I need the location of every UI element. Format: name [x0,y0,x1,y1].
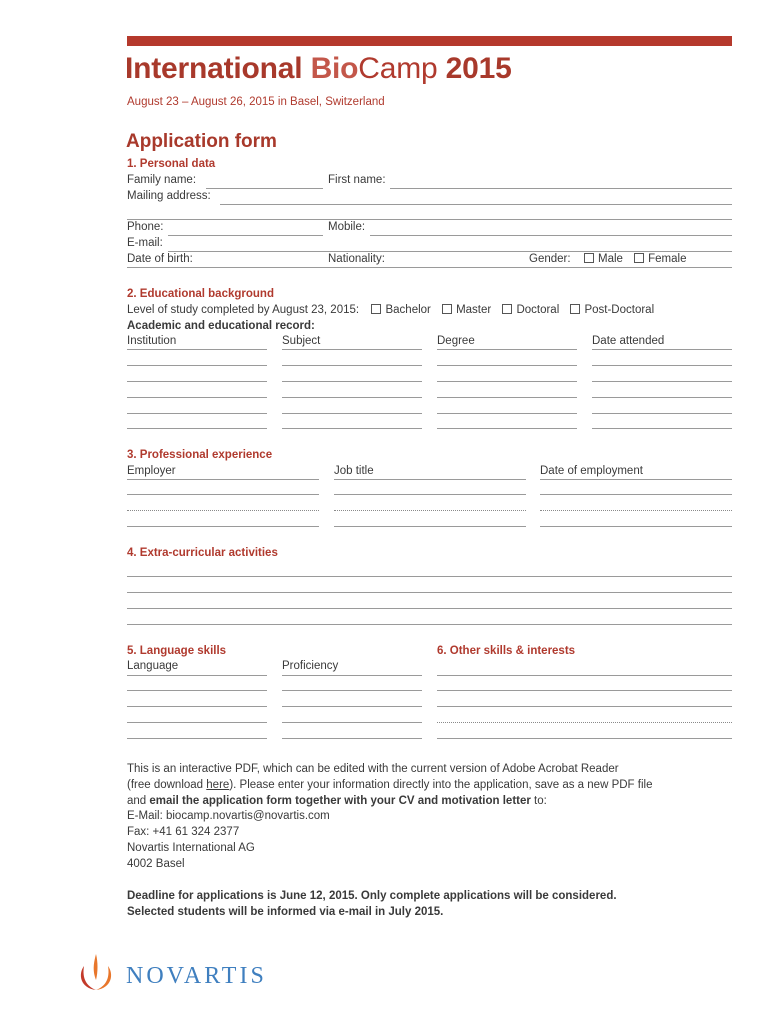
gender-options [584,253,695,265]
education-header-line[interactable] [437,349,577,350]
education-header-line[interactable] [282,349,422,350]
level-of-study-label: Level of study completed by August 23, 2015: [127,304,360,316]
level-option-bachelor[interactable]: Bachelor [371,304,430,316]
proficiency-row-field[interactable] [282,690,422,691]
professional-row-field[interactable] [127,494,319,495]
page-title: International BioCamp 2015 [125,52,512,85]
checkbox[interactable] [371,304,381,314]
gender-option-female[interactable]: Female [634,253,686,265]
col-language: Language [127,660,179,672]
level-option-doctoral[interactable]: Doctoral [502,304,559,316]
professional-row-field[interactable] [334,510,526,511]
other-skills-line[interactable] [437,738,732,739]
professional-header-line[interactable] [334,479,526,480]
personal-bottom-line [127,267,732,268]
education-row-field[interactable] [282,381,422,382]
education-row-field[interactable] [437,413,577,414]
col-institution: Institution [127,335,177,347]
level-option-post-doctoral[interactable]: Post-Doctoral [570,304,654,316]
language-row-field[interactable] [127,738,267,739]
professional-row-field[interactable] [334,526,526,527]
email-label: E-mail: [127,237,163,249]
professional-header-line[interactable] [540,479,732,480]
extra-curricular-line[interactable] [127,592,732,593]
header-bar [127,36,732,46]
language-header-line[interactable] [127,675,267,676]
professional-row-field[interactable] [127,510,319,511]
col-subject: Subject [282,335,321,347]
contact-email: E-Mail: biocamp.novartis@novartis.com [127,810,330,823]
info-line-2: (free download here). Please enter your information directly into the application, save as a new PDF file [127,778,653,791]
col-employer: Employer [127,465,176,477]
proficiency-header-line[interactable] [282,675,422,676]
education-row-field[interactable] [437,381,577,382]
level-of-study [127,304,662,316]
education-row-field[interactable] [282,397,422,398]
education-row-field[interactable] [127,397,267,398]
col-date-of-employment: Date of employment [540,465,643,477]
professional-header-line[interactable] [127,479,319,480]
proficiency-row-field[interactable] [282,722,422,723]
professional-row-field[interactable] [540,494,732,495]
academic-record-label: Academic and educational record: [127,320,315,332]
novartis-flame-icon [76,950,116,999]
extra-curricular-line[interactable] [127,624,732,625]
other-skills-line[interactable] [437,675,732,676]
nationality-label: Nationality: [328,253,385,265]
family-name-field[interactable] [206,188,323,189]
novartis-logo-text: NOVARTIS [126,963,267,989]
download-link[interactable]: here [206,778,230,791]
level-option-master[interactable]: Master [442,304,491,316]
checkbox[interactable] [584,253,594,263]
personal-data-heading: 1. Personal data [127,158,216,170]
mobile-label: Mobile: [328,221,366,233]
contact-fax: Fax: +41 61 324 2377 [127,826,240,839]
col-degree: Degree [437,335,475,347]
education-row-field[interactable] [592,413,732,414]
proficiency-row-field[interactable] [282,706,422,707]
education-row-field[interactable] [437,428,577,429]
education-row-field[interactable] [282,413,422,414]
other-skills-line[interactable] [437,706,732,707]
deadline-line-1: Deadline for applications is June 12, 2015. Only complete applications will be considered. [127,890,617,902]
first-name-field[interactable] [390,188,732,189]
education-row-field[interactable] [282,428,422,429]
language-row-field[interactable] [127,722,267,723]
checkbox[interactable] [634,253,644,263]
education-row-field[interactable] [592,381,732,382]
education-header-line[interactable] [127,349,267,350]
professional-heading: 3. Professional experience [127,449,273,461]
extra-curricular-line[interactable] [127,576,732,577]
other-skills-line[interactable] [437,690,732,691]
education-row-field[interactable] [127,365,267,366]
education-row-field[interactable] [437,365,577,366]
family-name-label: Family name: [127,174,197,186]
info-line-3: and email the application form together with your CV and motivation letter to: [127,794,547,807]
education-row-field[interactable] [127,428,267,429]
first-name-label: First name: [328,174,386,186]
event-subtitle: August 23 – August 26, 2015 in Basel, Switzerland [127,96,385,108]
education-row-field[interactable] [282,365,422,366]
checkbox[interactable] [502,304,512,314]
other-skills-heading: 6. Other skills & interests [437,645,576,657]
language-heading: 5. Language skills [127,645,227,657]
language-row-field[interactable] [127,706,267,707]
education-row-field[interactable] [437,397,577,398]
education-row-field[interactable] [127,413,267,414]
mobile-field[interactable] [370,235,732,236]
extra-curricular-heading: 4. Extra-curricular activities [127,547,278,559]
phone-field[interactable] [168,235,323,236]
gender-option-male[interactable]: Male [584,253,623,265]
professional-row-field[interactable] [334,494,526,495]
extra-curricular-line[interactable] [127,608,732,609]
other-skills-line[interactable] [437,722,732,723]
info-paragraph [127,762,727,873]
professional-row-field[interactable] [540,510,732,511]
gender-label: Gender: [529,253,571,265]
mailing-address-field-2[interactable] [127,219,732,220]
education-header-line[interactable] [592,349,732,350]
form-heading: Application form [126,131,277,152]
col-job-title: Job title [334,465,374,477]
professional-row-field[interactable] [540,526,732,527]
deadline-notice [127,888,727,920]
email-field[interactable] [168,251,732,252]
education-row-field[interactable] [592,397,732,398]
checkbox[interactable] [442,304,452,314]
education-row-field[interactable] [592,428,732,429]
phone-label: Phone: [127,221,164,233]
education-heading: 2. Educational background [127,288,274,300]
dob-label: Date of birth: [127,253,193,265]
contact-org: Novartis International AG [127,841,255,854]
col-date-attended: Date attended [592,335,665,347]
proficiency-row-field[interactable] [282,738,422,739]
col-proficiency: Proficiency [282,660,339,672]
checkbox[interactable] [570,304,580,314]
mailing-address-label: Mailing address: [127,190,211,202]
education-row-field[interactable] [127,381,267,382]
professional-row-field[interactable] [127,526,319,527]
deadline-line-2: Selected students will be informed via e-mail in July 2015. [127,906,444,918]
info-line-1: This is an interactive PDF, which can be edited with the current version of Adobe Acrobat Reader [127,763,619,775]
contact-city: 4002 Basel [127,857,185,870]
mailing-address-field[interactable] [220,204,732,205]
education-row-field[interactable] [592,365,732,366]
language-row-field[interactable] [127,690,267,691]
